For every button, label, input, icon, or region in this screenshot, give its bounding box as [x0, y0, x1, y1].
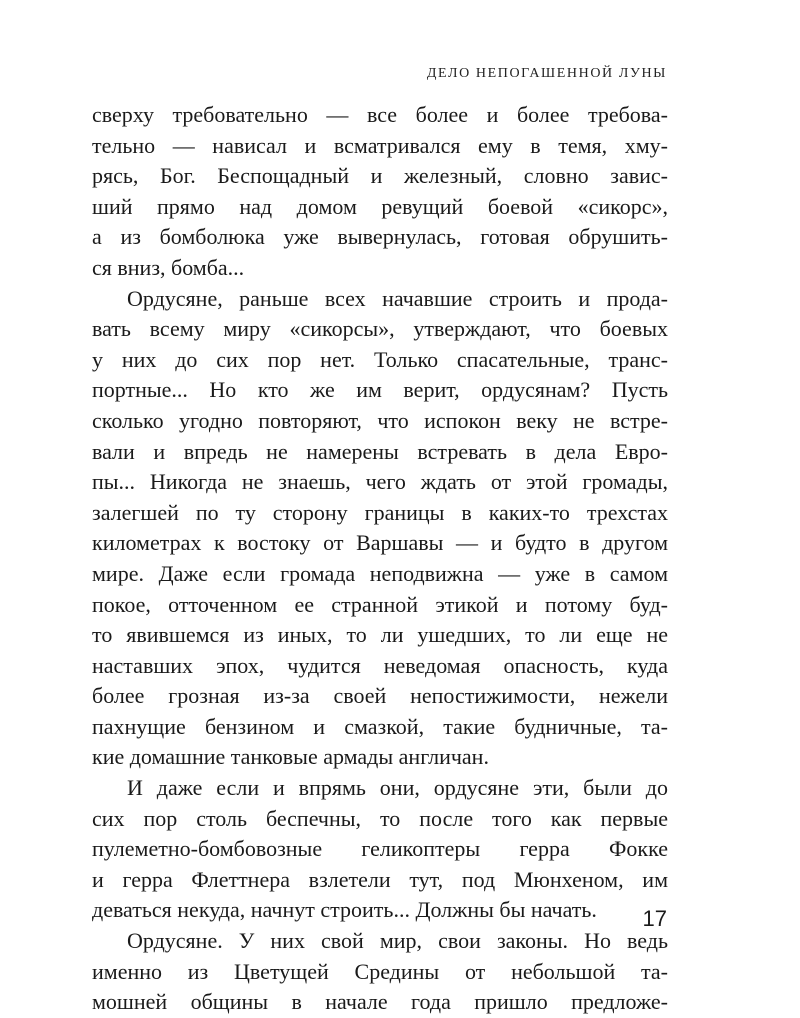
- text-line: наставших эпох, чудится неведомая опасность, куда: [92, 652, 668, 678]
- paragraph: [92, 284, 668, 774]
- text-line: рясь, Бог. Беспощадный и железный, словно завис-: [92, 163, 668, 189]
- text-line: сколько угодно повторяют, что испокон веку не встре-: [92, 407, 668, 433]
- text-line: Ордусяне. У них свой мир, свои законы. Но ведь: [127, 928, 668, 954]
- text-line: то явившемся из иных, то ли ушедших, то ли еще не: [92, 622, 668, 648]
- text-line: у них до сих пор нет. Только спасательные, транс-: [92, 346, 668, 372]
- text-line: покое, отточенном ее странной этикой и потому буд-: [92, 591, 668, 617]
- text-line: пулеметно-бомбовозные геликоптеры герра Фокке: [92, 836, 668, 862]
- paragraph: [92, 773, 668, 926]
- text-line: а из бомболюка уже вывернулась, готовая обрушить-: [92, 224, 668, 250]
- paragraph: [92, 100, 668, 284]
- text-line: и герра Флеттнера взлетели тут, под Мюнхеном, им: [92, 866, 668, 892]
- text-line: пы... Никогда не знаешь, чего ждать от этой громады,: [92, 469, 668, 495]
- text-line: километрах к востоку от Варшавы — и будто в другом: [92, 530, 668, 556]
- text-line: портные... Но кто же им верит, ордусянам? Пусть: [92, 377, 668, 403]
- text-line: ший прямо над домом ревущий боевой «сикорс»,: [92, 193, 668, 219]
- text-line: мошней общины в начале года пришло предложе-: [92, 989, 668, 1015]
- text-line: залегшей по ту сторону границы в каких-то трехстах: [92, 499, 668, 525]
- text-line: сверху требовательно — все более и более требова-: [92, 102, 668, 127]
- text-line: кие домашние танковые армады англичан.: [92, 744, 489, 770]
- body-text: [92, 100, 668, 1018]
- text-line: И даже если и впрямь они, ордусяне эти, были до: [127, 775, 668, 801]
- paragraph: [92, 926, 668, 1018]
- text-line: именно из Цветущей Средины от небольшой та-: [92, 958, 668, 984]
- text-line: деваться некуда, начнут строить... Должны бы начать.: [92, 897, 597, 923]
- text-line: пахнущие бензином и смазкой, такие будничные, та-: [92, 713, 668, 739]
- text-line: мире. Даже если громада неподвижна — уже в самом: [92, 560, 668, 586]
- text-line: вали и впредь не намерены встревать в дела Евро-: [92, 438, 668, 464]
- text-line: Ордусяне, раньше всех начавшие строить и прода-: [127, 285, 668, 311]
- text-line: вать всему миру «сикорсы», утверждают, что боевых: [92, 316, 668, 342]
- text-line: сих пор столь беспечны, то после того как первые: [92, 805, 668, 831]
- running-head-title: ДЕЛО НЕПОГАШЕННОЙ ЛУНЫ: [426, 66, 667, 81]
- text-line: более грозная из-за своей непостижимости, нежели: [92, 683, 668, 709]
- text-line: тельно — нависал и всматривался ему в темя, хму-: [92, 132, 668, 158]
- text-line: ся вниз, бомба...: [92, 254, 245, 280]
- page-number: 17: [642, 906, 667, 931]
